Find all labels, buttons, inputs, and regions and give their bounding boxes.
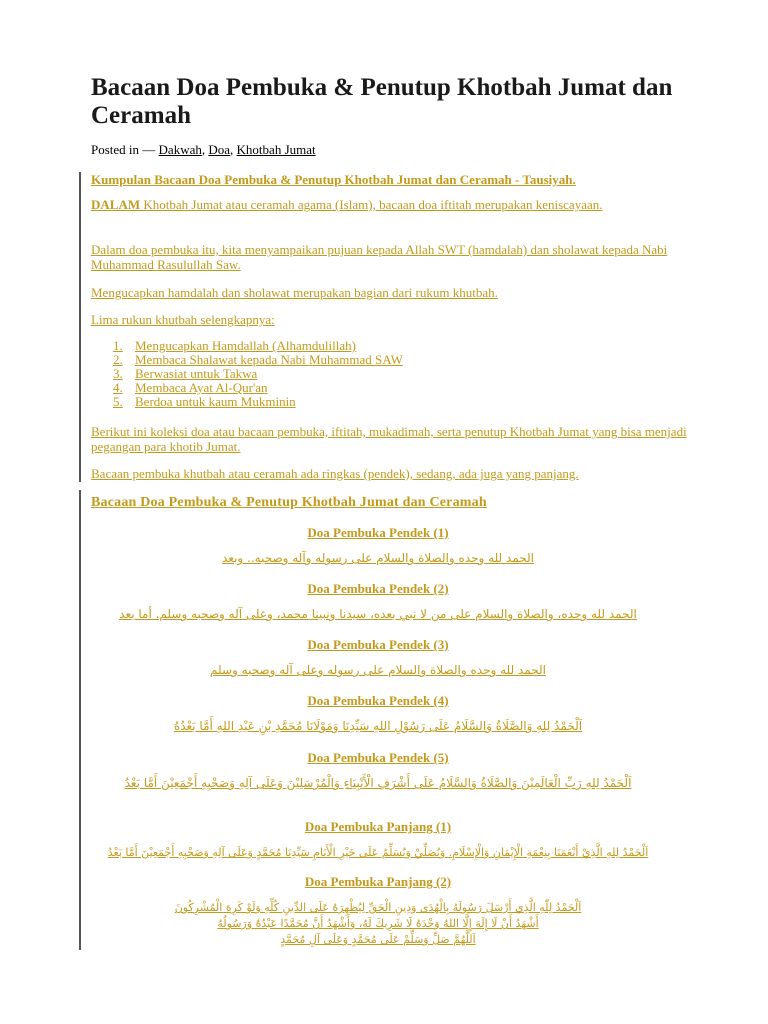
doa-heading-panjang-2[interactable]: Doa Pembuka Panjang (2) bbox=[304, 874, 452, 889]
doa-arabic-panjang-2-line-1[interactable]: اَلْحَمْدُ لِلّٰهِ الَّذِي أَرْسَلَ رَسُولَهُ بِالْهُدَى وَدِينِ الْحَقِّ لِيُظْهِرَهُ عَلَى الدِّينِ كُلِّهِ وَلَوْ كَرِهَ الْمُشْرِكُونَ bbox=[174, 901, 582, 914]
intro-paragraph-3[interactable]: Mengucapkan hamdalah dan sholawat merupakan bagian dari rukum khutbah. bbox=[91, 285, 498, 300]
list-item[interactable]: 2. Membaca Shalawat kepada Nabi Muhammad SAW bbox=[113, 352, 403, 367]
category-link-khotbah-jumat[interactable]: Khotbah Jumat bbox=[236, 142, 316, 157]
list-item[interactable]: 5. Berdoa untuk kaum Mukminin bbox=[113, 394, 296, 409]
doa-heading-pendek-4[interactable]: Doa Pembuka Pendek (4) bbox=[307, 693, 449, 708]
intro-paragraph-2[interactable]: Dalam doa pembuka itu, kita menyampaikan pujuan kepada Allah SWT (hamdalah) dan sholawat kepada Nabi Muhammad Rasulullah Saw. bbox=[91, 242, 668, 272]
intro-headline-link[interactable]: Kumpulan Bacaan Doa Pembuka & Penutup Khotbah Jumat dan Ceramah - Tausiyah. bbox=[91, 172, 576, 187]
left-rule-top bbox=[79, 172, 81, 482]
doa-heading-pendek-1[interactable]: Doa Pembuka Pendek (1) bbox=[307, 525, 449, 540]
left-rule-bottom bbox=[79, 490, 81, 950]
posted-in-line bbox=[91, 142, 316, 158]
intro-paragraph-1[interactable] bbox=[91, 197, 691, 212]
intro-paragraph-4[interactable]: Lima rukun khutbah selengkapnya: bbox=[91, 312, 275, 327]
after-paragraph-1[interactable]: Berikut ini koleksi doa atau bacaan pembuka, iftitah, mukadimah, serta penutup Khotbah Jumat yang bisa menjadi pegangan para khotib Jumat. bbox=[91, 424, 687, 454]
page-title: Bacaan Doa Pembuka & Penutup Khotbah Jumat dan Ceramah bbox=[91, 74, 673, 129]
doa-arabic-panjang-1[interactable]: اَلْحَمْدُ لِلهِ الَّذِيْ أَنْعَمَنَا بِنِعْمَةِ الْإِيْمَانِ وَالْإِسْلَامِ. وَنُصَلِّيْ وَنُسَلِّمُ عَلَى خَيْرِ الْأَنَامِ سَيِّدِنَا مُحَمَّدٍ وَعَلَى آلِهِ وَصَحْبِهِ أَجْمَعِيْنَ أَمَّا بَعْدُ bbox=[107, 846, 649, 859]
doa-arabic-pendek-1[interactable]: الحمد لله وحده والصلاة والسلام على رسوله وآله وصحبه.. وبعد bbox=[221, 551, 534, 565]
intro-paragraph-1-text: Khotbah Jumat atau ceramah agama (Islam), bacaan doa iftitah merupakan keniscayaan. bbox=[140, 197, 603, 212]
posted-prefix: Posted in — bbox=[91, 142, 159, 157]
doa-arabic-panjang-2-line-3[interactable]: اَللَّهُمَّ صَلِّ وَسَلِّمْ عَلَى مُحَمَّدٍ وَعَلَى آلِ مُحَمَّدٍ bbox=[280, 933, 476, 946]
doa-arabic-pendek-4[interactable]: اَلْحَمْدُ لِلهِ وَالصَّلَاةُ وَالسَّلَامُ عَلَى رَسُوْلِ اللهِ سَيِّدِنَا وَمَوْلَانَا مُحَمَّدِ بْنِ عَبْدِ اللهِ أَمَّا بَعْدُهُ bbox=[173, 719, 583, 733]
rukun-list bbox=[113, 339, 403, 409]
doa-arabic-pendek-3[interactable]: الحمد لله وحده والصلاة والسلام على رسوله وعلى آله وصحبه وسلم bbox=[210, 663, 546, 677]
doa-heading-pendek-5[interactable]: Doa Pembuka Pendek (5) bbox=[307, 750, 449, 765]
intro-lead-word: DALAM bbox=[91, 197, 141, 212]
doa-heading-panjang-1[interactable]: Doa Pembuka Panjang (1) bbox=[304, 819, 452, 834]
category-separator: , bbox=[230, 142, 237, 157]
list-item[interactable]: 1. Mengucapkan Hamdallah (Alhamdulillah) bbox=[113, 338, 356, 353]
doa-arabic-pendek-5[interactable]: اَلْحَمْدُ لِلهِ رَبِّ الْعَالَمِيْنَ وَالصَّلَاةُ وَالسَّلَامُ عَلَى أَشْرَفِ الْأَنْبِيَاءِ وَالْمُرْسَلِيْنَ وَعَلَى آلِهِ وَصَحْبِهِ أَجْمَعِيْنَ أَمَّا بَعْدُ bbox=[124, 776, 632, 790]
doa-heading-pendek-2[interactable]: Doa Pembuka Pendek (2) bbox=[307, 581, 449, 596]
doa-arabic-panjang-2-line-2[interactable]: أَشْهَدُ أَنْ لَا إِلَهَ إِلَّا اللهُ وَحْدَهُ لَا شَرِيكَ لَهُ، وَأَشْهَدُ أَنَّ مُحَمَّدًا عَبْدُهُ وَرَسُولُهُ bbox=[217, 917, 539, 930]
category-link-doa[interactable]: Doa bbox=[208, 142, 231, 157]
category-link-dakwah[interactable]: Dakwah bbox=[158, 142, 202, 157]
category-separator: , bbox=[201, 142, 209, 157]
doa-heading-pendek-3[interactable]: Doa Pembuka Pendek (3) bbox=[307, 637, 449, 652]
list-item[interactable]: 3. Berwasiat untuk Takwa bbox=[113, 366, 258, 381]
doa-arabic-pendek-2[interactable]: الحمد لله وحده، والصلاة والسلام على من لا نبي بعده، سيدنا ونبينا محمد، وعلى آله وصحبه وسلم. أما بعد bbox=[119, 607, 637, 621]
section-heading[interactable]: Bacaan Doa Pembuka & Penutup Khotbah Jumat dan Ceramah bbox=[91, 495, 487, 510]
list-item[interactable]: 4. Membaca Ayat Al-Qur'an bbox=[113, 380, 268, 395]
after-paragraph-2[interactable]: Bacaan pembuka khutbah atau ceramah ada ringkas (pendek), sedang, ada juga yang panjang. bbox=[91, 466, 579, 481]
